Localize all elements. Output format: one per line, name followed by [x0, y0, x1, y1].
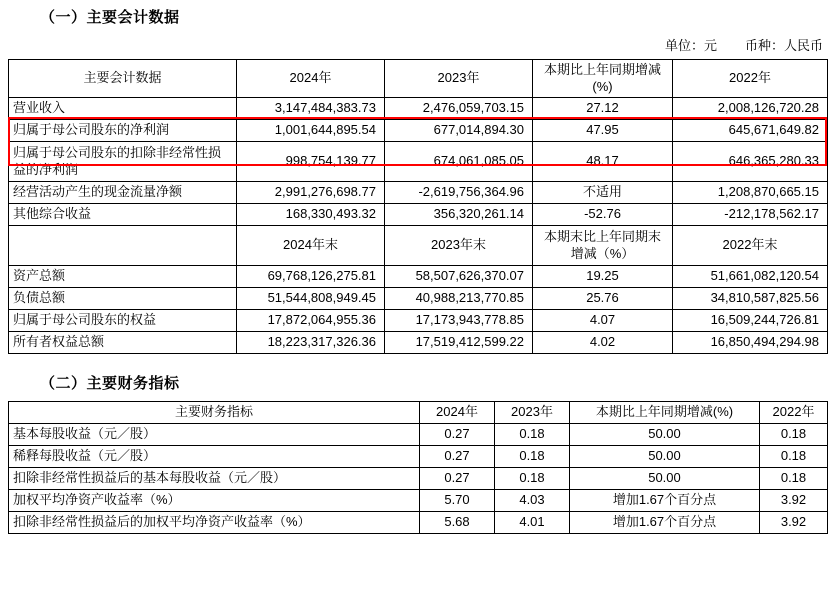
row-value-2022: 16,850,494,294.98 — [673, 332, 828, 354]
row-change: 不适用 — [533, 182, 673, 204]
row-value-2023: 17,519,412,599.22 — [385, 332, 533, 354]
table-row — [9, 446, 828, 468]
table-row — [9, 332, 828, 354]
row-change: 4.02 — [533, 332, 673, 354]
row-value-2024: 1,001,644,895.54 — [237, 120, 385, 142]
subheader-cell-change: 本期末比上年同期末增减（%） — [533, 226, 673, 266]
section-1-heading: （一）主要会计数据 — [40, 9, 180, 26]
row-value-2022: 0.18 — [760, 468, 828, 490]
row-value-2024: 998,754,139.77 — [237, 142, 385, 182]
row-value-2023: 677,014,894.30 — [385, 120, 533, 142]
row-value-2024: 5.70 — [420, 490, 495, 512]
row-label: 经营活动产生的现金流量净额 — [9, 182, 237, 204]
row-value-2022: 0.18 — [760, 446, 828, 468]
table-row — [9, 142, 828, 182]
row-value-2022: 646,365,280.33 — [673, 142, 828, 182]
row-value-2022: 0.18 — [760, 424, 828, 446]
row-label: 所有者权益总额 — [9, 332, 237, 354]
table-row — [9, 468, 828, 490]
row-change: 47.95 — [533, 120, 673, 142]
row-label: 负债总额 — [9, 288, 237, 310]
row-value-2022: -212,178,562.17 — [673, 204, 828, 226]
row-change: 50.00 — [570, 468, 760, 490]
row-value-2023: 58,507,626,370.07 — [385, 266, 533, 288]
table-row — [9, 98, 828, 120]
unit-label: 单位：元 — [664, 38, 717, 53]
table-row — [9, 310, 828, 332]
header-cell-2023: 2023年 — [385, 60, 533, 98]
header-cell-2024: 2024年 — [237, 60, 385, 98]
row-label: 加权平均净资产收益率（%） — [9, 490, 420, 512]
row-change: 19.25 — [533, 266, 673, 288]
header-cell-indicator: 主要财务指标 — [9, 402, 420, 424]
table-row — [9, 512, 828, 534]
row-value-2023: 17,173,943,778.85 — [385, 310, 533, 332]
header-cell-2024: 2024年 — [420, 402, 495, 424]
section-2-heading: （二）主要财务指标 — [40, 375, 180, 392]
row-value-2024: 69,768,126,275.81 — [237, 266, 385, 288]
row-label: 营业收入 — [9, 98, 237, 120]
header-cell-2023: 2023年 — [495, 402, 570, 424]
table-row — [9, 182, 828, 204]
row-value-2022: 3.92 — [760, 490, 828, 512]
subheader-cell-2024: 2024年末 — [237, 226, 385, 266]
row-change: 25.76 — [533, 288, 673, 310]
row-value-2024: 3,147,484,383.73 — [237, 98, 385, 120]
table-row — [9, 204, 828, 226]
row-change: 48.17 — [533, 142, 673, 182]
table-row — [9, 424, 828, 446]
row-value-2023: 0.18 — [495, 468, 570, 490]
row-label: 基本每股收益（元／股） — [9, 424, 420, 446]
header-cell-metric: 主要会计数据 — [9, 60, 237, 98]
row-label: 扣除非经常性损益后的基本每股收益（元／股） — [9, 468, 420, 490]
row-value-2023: 356,320,261.14 — [385, 204, 533, 226]
row-change: 50.00 — [570, 446, 760, 468]
row-value-2024: 168,330,493.32 — [237, 204, 385, 226]
row-value-2023: 0.18 — [495, 424, 570, 446]
row-value-2023: 0.18 — [495, 446, 570, 468]
table-row — [9, 120, 828, 142]
row-value-2022: 3.92 — [760, 512, 828, 534]
subheader-cell-2022: 2022年末 — [673, 226, 828, 266]
header-cell-2022: 2022年 — [673, 60, 828, 98]
row-value-2022: 51,661,082,120.54 — [673, 266, 828, 288]
row-value-2022: 1,208,870,665.15 — [673, 182, 828, 204]
table-row — [9, 288, 828, 310]
row-change: 增加1.67个百分点 — [570, 490, 760, 512]
row-value-2023: 40,988,213,770.85 — [385, 288, 533, 310]
table-subheader-row — [9, 226, 828, 266]
row-value-2024: 51,544,808,949.45 — [237, 288, 385, 310]
row-label: 其他综合收益 — [9, 204, 237, 226]
table-header-row — [9, 60, 828, 98]
row-value-2024: 0.27 — [420, 446, 495, 468]
row-value-2022: 16,509,244,726.81 — [673, 310, 828, 332]
currency-label: 币种：人民币 — [744, 38, 823, 53]
row-change: -52.76 — [533, 204, 673, 226]
main-financial-indicators-table — [8, 401, 828, 534]
row-value-2022: 2,008,126,720.28 — [673, 98, 828, 120]
unit-currency-line — [0, 35, 827, 54]
row-change: 增加1.67个百分点 — [570, 512, 760, 534]
row-value-2023: 4.01 — [495, 512, 570, 534]
row-value-2024: 0.27 — [420, 468, 495, 490]
document-page — [0, 6, 835, 609]
row-label: 资产总额 — [9, 266, 237, 288]
row-value-2023: -2,619,756,364.96 — [385, 182, 533, 204]
main-accounting-data-table — [8, 59, 828, 354]
row-value-2024: 5.68 — [420, 512, 495, 534]
table-row — [9, 490, 828, 512]
row-label: 归属于母公司股东的净利润 — [9, 120, 237, 142]
row-change: 27.12 — [533, 98, 673, 120]
table-header-row — [9, 402, 828, 424]
row-value-2024: 0.27 — [420, 424, 495, 446]
table-row — [9, 266, 828, 288]
row-label: 稀释每股收益（元／股） — [9, 446, 420, 468]
row-value-2023: 4.03 — [495, 490, 570, 512]
subheader-cell-blank — [9, 226, 237, 266]
row-value-2022: 34,810,587,825.56 — [673, 288, 828, 310]
header-cell-2022: 2022年 — [760, 402, 828, 424]
row-change: 4.07 — [533, 310, 673, 332]
row-value-2024: 18,223,317,326.36 — [237, 332, 385, 354]
row-value-2022: 645,671,649.82 — [673, 120, 828, 142]
row-label: 扣除非经常性损益后的加权平均净资产收益率（%） — [9, 512, 420, 534]
header-cell-change: 本期比上年同期增减(%) — [533, 60, 673, 98]
header-cell-change: 本期比上年同期增减(%) — [570, 402, 760, 424]
row-value-2024: 17,872,064,955.36 — [237, 310, 385, 332]
row-label: 归属于母公司股东的权益 — [9, 310, 237, 332]
row-value-2023: 674,061,085.05 — [385, 142, 533, 182]
row-change: 50.00 — [570, 424, 760, 446]
subheader-cell-2023: 2023年末 — [385, 226, 533, 266]
row-value-2023: 2,476,059,703.15 — [385, 98, 533, 120]
row-value-2024: 2,991,276,698.77 — [237, 182, 385, 204]
row-label: 归属于母公司股东的扣除非经常性损益的净利润 — [9, 142, 237, 182]
